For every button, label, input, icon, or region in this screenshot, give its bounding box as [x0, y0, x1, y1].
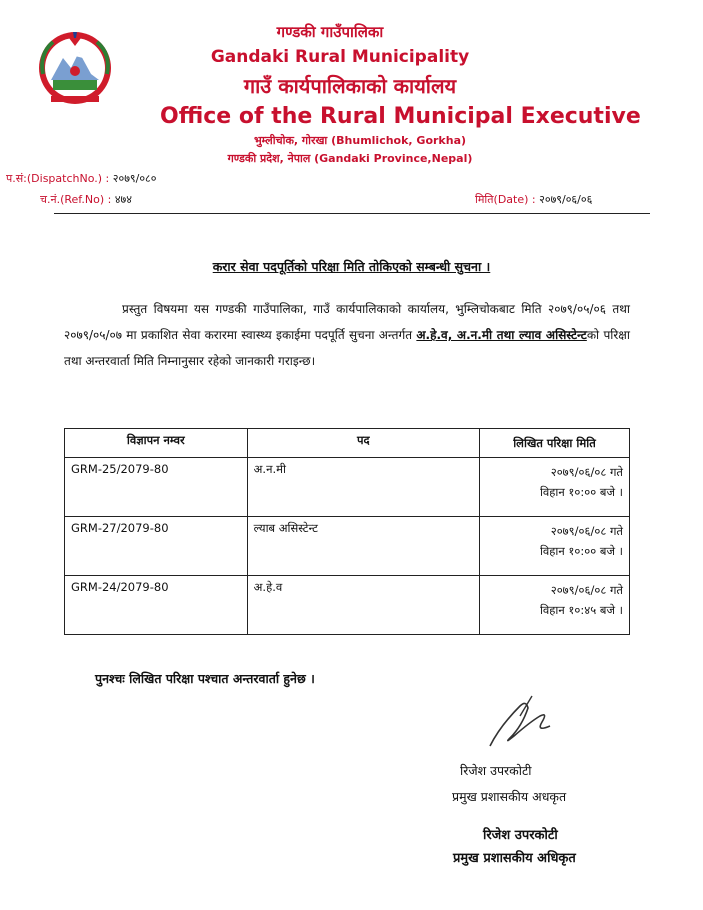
notice-subject — [0, 258, 703, 275]
nepal-emblem-icon — [33, 24, 117, 108]
body-posts: अ.हे.व, अ.न.मी तथा ल्याव असिस्टेन्ट — [416, 328, 587, 342]
province-line: गण्डकी प्रदेश, नेपाल (Gandaki Province,Nepal) — [227, 152, 473, 165]
exam-time: विहान १०:४५ बजे । — [539, 603, 623, 617]
postscript-note: पुनश्चः लिखित परिक्षा पश्चात अन्तरवार्ता हुनेछ । — [95, 671, 315, 686]
signatory-title: प्रमुख प्रशासकीय अधकृत — [452, 789, 567, 804]
signatory-name: रिजेश उपरकोटी — [460, 763, 532, 778]
date-label: मिति(Date) : — [475, 193, 536, 206]
table-header-row — [65, 429, 630, 458]
dispatch-label: प.सं:(DispatchNo.) : — [6, 172, 110, 185]
municipality-name-np: गण्डकी गाउँपालिका — [276, 23, 384, 41]
stamp-title: प्रमुख प्रशासकीय अधिकृत — [453, 851, 576, 866]
dispatch-value: २०७९/०८० — [112, 172, 157, 185]
table-row — [65, 458, 630, 517]
post-cell: अ.हे.व — [247, 576, 479, 635]
exam-date: २०७९/०६/०८ गते — [550, 524, 623, 538]
stamp-name: रिजेश उपरकोटी — [483, 828, 558, 843]
exam-date: २०७९/०६/०८ गते — [550, 465, 623, 479]
ref-label: च.नं.(Ref.No) : — [40, 193, 112, 206]
ad-number-cell: GRM-24/2079-80 — [65, 576, 248, 635]
table-row — [65, 576, 630, 635]
date-value: २०७९/०६/०६ — [539, 193, 593, 206]
header-divider — [54, 213, 650, 214]
post-cell: ल्याब असिस्टेन्ट — [247, 517, 479, 576]
table-row — [65, 517, 630, 576]
col-header-post: पद — [247, 429, 479, 458]
office-name-en: Office of the Rural Municipal Executive — [160, 104, 641, 129]
dispatch-number — [6, 171, 157, 186]
exam-time: विहान १०:०० बजे । — [539, 485, 623, 499]
body-part1: प्रस्तुत विषयमा यस गण्डकी गाउँपालिका, गाउँ कार्यपालिकाको कार्यालय, भुम्लिचोकबाट मिति २०७९/०५/०६ तथा २०७९/०५/०७ मा प्रकाशित सेवा करारमा स्वास्थ्य इकाईमा पदपूर्ति सुचना अन्तर्गत — [64, 302, 630, 342]
ad-number-cell: GRM-27/2079-80 — [65, 517, 248, 576]
exam-date-cell — [479, 458, 629, 517]
exam-time: विहान १०:०० बजे । — [539, 544, 623, 558]
exam-date-cell — [479, 517, 629, 576]
subject-text: करार सेवा पदपूर्तिको परिक्षा मिति तोकिएको सम्बन्धी सुचना । — [212, 259, 491, 274]
col-header-ad-no: विज्ञापन नम्वर — [65, 429, 248, 458]
exam-schedule-table — [64, 428, 630, 635]
body-part2: को परिक्षा तथा अन्तरवार्ता मिति निम्नानुसार रहेको जानकारी गराइन्छ। — [64, 328, 630, 368]
office-name-np: गाउँ कार्यपालिकाको कार्यालय — [243, 74, 457, 98]
col-header-exam-date: लिखित परिक्षा मिति — [479, 429, 629, 458]
handwritten-signature-icon — [470, 686, 560, 756]
notice-body — [64, 296, 630, 374]
issue-date — [475, 192, 592, 207]
reference-number — [40, 192, 132, 207]
exam-date: २०७९/०६/०८ गते — [550, 583, 623, 597]
exam-date-cell — [479, 576, 629, 635]
ad-number-cell: GRM-25/2079-80 — [65, 458, 248, 517]
address-line: भुम्लीचोक, गोरखा (Bhumlichok, Gorkha) — [253, 134, 467, 147]
ref-value: ४७४ — [114, 193, 132, 206]
post-cell: अ.न.मी — [247, 458, 479, 517]
municipality-name-en: Gandaki Rural Municipality — [210, 47, 470, 67]
